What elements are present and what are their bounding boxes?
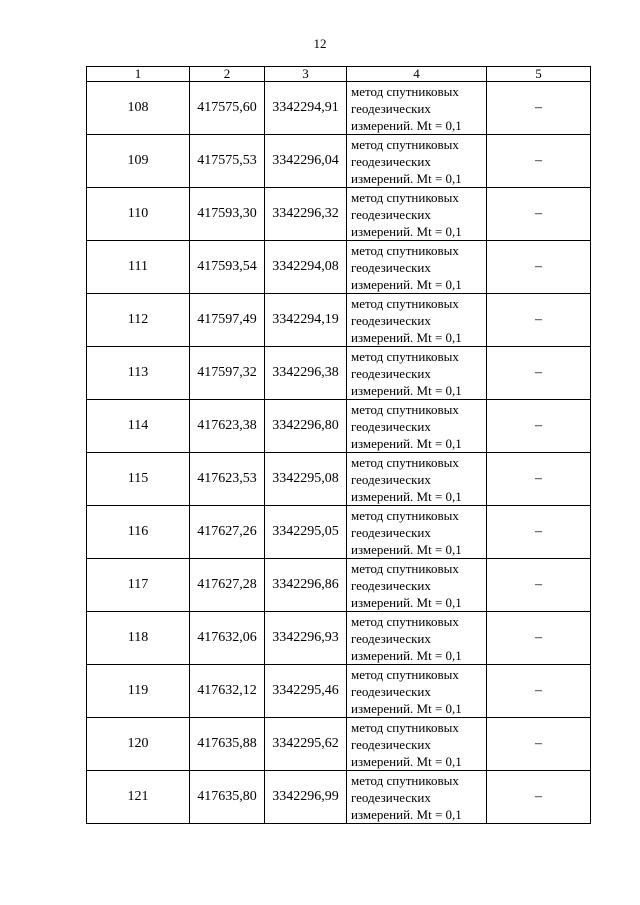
method-line: измерений. Mt = 0,1 [351, 170, 462, 186]
y-coordinate-cell: 3342296,86 [265, 559, 347, 612]
method-line: измерений. Mt = 0,1 [351, 382, 462, 398]
point-number-cell: 112 [87, 294, 190, 347]
x-coordinate-cell: 417635,80 [190, 771, 265, 824]
method-line: геодезических [351, 524, 431, 540]
point-number-cell: 114 [87, 400, 190, 453]
table-header [87, 67, 591, 82]
method-line: метод спутниковых [351, 454, 459, 470]
method-cell [347, 347, 487, 400]
table-row [87, 135, 591, 188]
y-coordinate-cell: 3342296,04 [265, 135, 347, 188]
x-coordinate-cell: 417632,12 [190, 665, 265, 718]
x-coordinate-cell: 417597,32 [190, 347, 265, 400]
table-row [87, 400, 591, 453]
method-line: метод спутниковых [351, 136, 459, 152]
method-line: геодезических [351, 206, 431, 222]
table-body [87, 82, 591, 824]
method-line: метод спутниковых [351, 83, 459, 99]
method-line: измерений. Mt = 0,1 [351, 223, 462, 239]
point-number-cell: 108 [87, 82, 190, 135]
method-line: геодезических [351, 100, 431, 116]
column-header-4: 4 [347, 67, 487, 82]
point-number-cell: 121 [87, 771, 190, 824]
method-line: метод спутниковых [351, 560, 459, 576]
point-number-cell: 116 [87, 506, 190, 559]
y-coordinate-cell: 3342294,19 [265, 294, 347, 347]
coordinates-table [86, 66, 591, 824]
x-coordinate-cell: 417632,06 [190, 612, 265, 665]
table-row [87, 453, 591, 506]
method-line: геодезических [351, 259, 431, 275]
table-row [87, 241, 591, 294]
table-row [87, 188, 591, 241]
method-cell [347, 453, 487, 506]
method-line: измерений. Mt = 0,1 [351, 117, 462, 133]
description-cell: – [487, 559, 591, 612]
method-line: геодезических [351, 577, 431, 593]
method-line: геодезических [351, 365, 431, 381]
description-cell: – [487, 294, 591, 347]
description-cell: – [487, 347, 591, 400]
method-line: метод спутниковых [351, 772, 459, 788]
method-line: измерений. Mt = 0,1 [351, 806, 462, 822]
column-header-3: 3 [265, 67, 347, 82]
method-line: измерений. Mt = 0,1 [351, 700, 462, 716]
y-coordinate-cell: 3342295,46 [265, 665, 347, 718]
method-line: измерений. Mt = 0,1 [351, 276, 462, 292]
method-line: метод спутниковых [351, 401, 459, 417]
method-line: измерений. Mt = 0,1 [351, 435, 462, 451]
y-coordinate-cell: 3342296,99 [265, 771, 347, 824]
description-cell: – [487, 135, 591, 188]
point-number-cell: 110 [87, 188, 190, 241]
method-line: метод спутниковых [351, 189, 459, 205]
method-line: метод спутниковых [351, 348, 459, 364]
description-cell: – [487, 188, 591, 241]
method-line: измерений. Mt = 0,1 [351, 541, 462, 557]
x-coordinate-cell: 417627,26 [190, 506, 265, 559]
x-coordinate-cell: 417593,30 [190, 188, 265, 241]
method-cell [347, 771, 487, 824]
x-coordinate-cell: 417597,49 [190, 294, 265, 347]
y-coordinate-cell: 3342296,32 [265, 188, 347, 241]
column-header-1: 1 [87, 67, 190, 82]
method-line: метод спутниковых [351, 719, 459, 735]
method-line: геодезических [351, 789, 431, 805]
description-cell: – [487, 612, 591, 665]
column-header-5: 5 [487, 67, 591, 82]
method-line: измерений. Mt = 0,1 [351, 647, 462, 663]
description-cell: – [487, 665, 591, 718]
table-row [87, 347, 591, 400]
method-cell [347, 241, 487, 294]
method-line: метод спутниковых [351, 295, 459, 311]
y-coordinate-cell: 3342294,91 [265, 82, 347, 135]
method-cell [347, 665, 487, 718]
method-line: метод спутниковых [351, 613, 459, 629]
method-cell [347, 506, 487, 559]
point-number-cell: 115 [87, 453, 190, 506]
y-coordinate-cell: 3342296,93 [265, 612, 347, 665]
description-cell: – [487, 453, 591, 506]
method-cell [347, 82, 487, 135]
x-coordinate-cell: 417623,53 [190, 453, 265, 506]
method-cell [347, 400, 487, 453]
y-coordinate-cell: 3342294,08 [265, 241, 347, 294]
y-coordinate-cell: 3342295,62 [265, 718, 347, 771]
method-line: измерений. Mt = 0,1 [351, 488, 462, 504]
page-number: 12 [313, 36, 327, 51]
table-row [87, 612, 591, 665]
table-row [87, 82, 591, 135]
method-line: метод спутниковых [351, 242, 459, 258]
y-coordinate-cell: 3342296,80 [265, 400, 347, 453]
method-line: геодезических [351, 153, 431, 169]
point-number-cell: 113 [87, 347, 190, 400]
table-row [87, 506, 591, 559]
description-cell: – [487, 506, 591, 559]
method-cell [347, 135, 487, 188]
description-cell: – [487, 718, 591, 771]
table-row [87, 718, 591, 771]
method-cell [347, 294, 487, 347]
point-number-cell: 111 [87, 241, 190, 294]
point-number-cell: 120 [87, 718, 190, 771]
method-line: измерений. Mt = 0,1 [351, 753, 462, 769]
method-line: измерений. Mt = 0,1 [351, 594, 462, 610]
method-line: метод спутниковых [351, 666, 459, 682]
method-cell [347, 559, 487, 612]
column-header-2: 2 [190, 67, 265, 82]
x-coordinate-cell: 417575,60 [190, 82, 265, 135]
table-row [87, 771, 591, 824]
table-row [87, 559, 591, 612]
x-coordinate-cell: 417635,88 [190, 718, 265, 771]
point-number-cell: 118 [87, 612, 190, 665]
y-coordinate-cell: 3342295,08 [265, 453, 347, 506]
x-coordinate-cell: 417575,53 [190, 135, 265, 188]
header-row [87, 67, 591, 82]
y-coordinate-cell: 3342296,38 [265, 347, 347, 400]
point-number-cell: 109 [87, 135, 190, 188]
method-line: измерений. Mt = 0,1 [351, 329, 462, 345]
method-cell [347, 612, 487, 665]
method-line: геодезических [351, 312, 431, 328]
description-cell: – [487, 771, 591, 824]
method-line: геодезических [351, 683, 431, 699]
method-line: геодезических [351, 418, 431, 434]
method-line: геодезических [351, 630, 431, 646]
method-line: метод спутниковых [351, 507, 459, 523]
y-coordinate-cell: 3342295,05 [265, 506, 347, 559]
x-coordinate-cell: 417593,54 [190, 241, 265, 294]
method-cell [347, 188, 487, 241]
method-cell [347, 718, 487, 771]
description-cell: – [487, 400, 591, 453]
point-number-cell: 117 [87, 559, 190, 612]
x-coordinate-cell: 417623,38 [190, 400, 265, 453]
table-row [87, 294, 591, 347]
description-cell: – [487, 241, 591, 294]
point-number-cell: 119 [87, 665, 190, 718]
table-row [87, 665, 591, 718]
x-coordinate-cell: 417627,28 [190, 559, 265, 612]
method-line: геодезических [351, 736, 431, 752]
description-cell: – [487, 82, 591, 135]
method-line: геодезических [351, 471, 431, 487]
